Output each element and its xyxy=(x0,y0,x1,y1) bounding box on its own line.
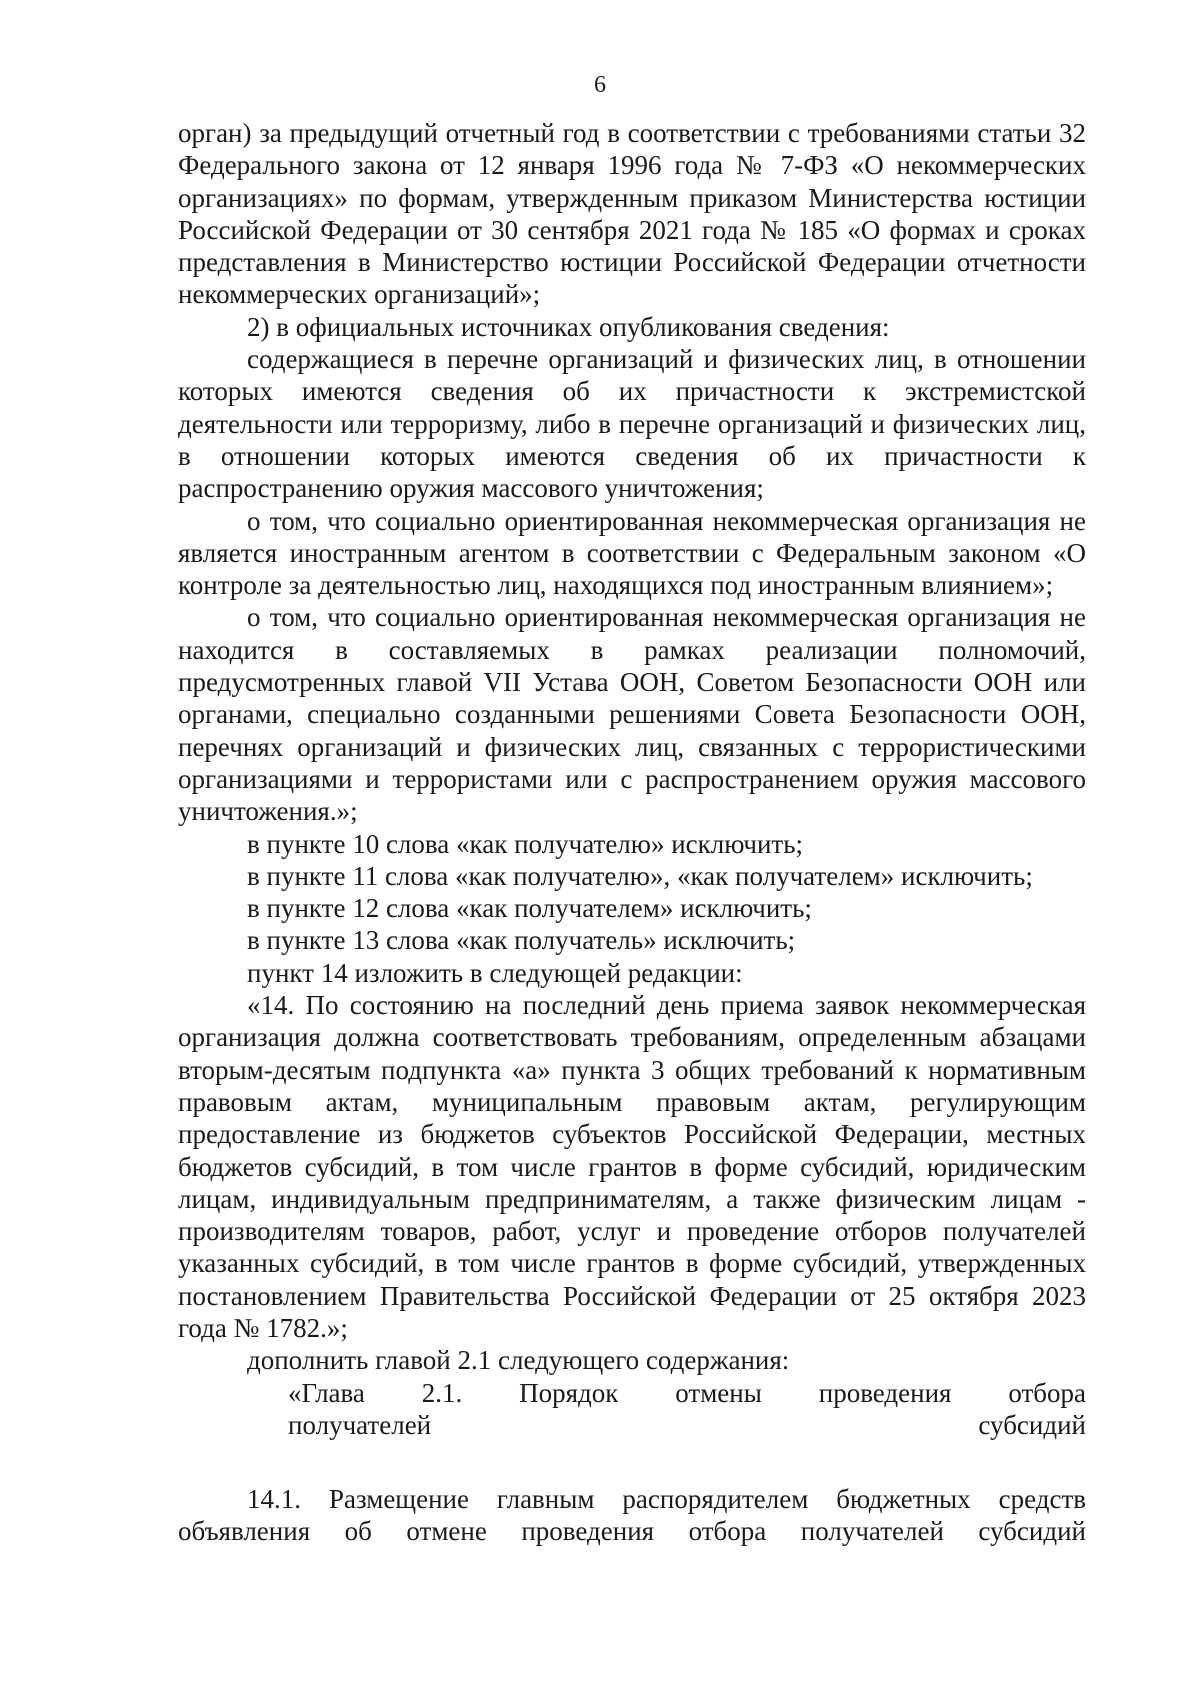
paragraph-add-chapter: дополнить главой 2.1 следующего содержания: xyxy=(247,1345,790,1376)
chapter-title-line-2: получателей субсидий xyxy=(288,1409,1086,1440)
paragraph-item-14-intro: пункт 14 изложить в следующей редакции: xyxy=(247,957,743,988)
paragraph-un-lists: о том, что социально ориентированная некоммерческая организация не находится в составляемых в рамках реализации полномочий, предусмотренных главой VII Устава ООН, Советом Безопасности ООН или органами, специально созданными решениями Совета Безопасности ООН, перечнях организаций и физических лиц, связанных с террористическими организациями и террористами или с распространением оружия массового уничтожения.»; xyxy=(178,602,1086,827)
page-number: 6 xyxy=(594,72,606,98)
document-body xyxy=(178,117,1086,1548)
paragraph-item-13: в пункте 13 слова «как получатель» исключить; xyxy=(247,925,796,956)
paragraph-foreign-agent: о том, что социально ориентированная некоммерческая организация не является иностранным агентом в соответствии с Федеральным законом «О контроле за деятельностью лиц, находящихся под иностранным влиянием»; xyxy=(178,505,1086,601)
paragraph-item-11: в пункте 11 слова «как получателю», «как получателем» исключить; xyxy=(247,860,1033,891)
paragraph-item-10: в пункте 10 слова «как получателю» исключить; xyxy=(247,828,804,859)
paragraph-official-sources: 2) в официальных источниках опубликования сведения: xyxy=(247,311,890,342)
paragraph-item-14: «14. По состоянию на последний день приема заявок некоммерческая организация должна соответствовать требованиям, определенным абзацами вторым-десятым подпункта «а» пункта 3 общих требований к нормативным правовым актам, муниципальным правовым актам, регулирующим предоставление из бюджетов субъектов Российской Федерации, местных бюджетов субсидий, в том числе грантов в форме субсидий, юридическим лицам, индивидуальным предпринимателям, а также физическим лицам - производителям товаров, работ, услуг и проведение отборов получателей указанных субсидий, в том числе грантов в форме субсидий, утвержденных постановлением Правительства Российской Федерации от 25 октября 2023 года № 1782.»; xyxy=(178,990,1086,1343)
paragraph-reporting: орган) за предыдущий отчетный год в соответствии с требованиями статьи 32 Федерального закона от 12 января 1996 года № 7-ФЗ «О некоммерческих организациях» по формам, утвержденным приказом Министерства юстиции Российской Федерации от 30 сентября 2021 года № 185 «О формах и сроках представления в Министерство юстиции Российской Федерации отчетности некоммерческих организаций»; xyxy=(178,118,1086,310)
paragraph-14-1: 14.1. Размещение главным распорядителем бюджетных средств объявления об отмене проведения отбора получателей субсидий xyxy=(178,1484,1086,1547)
chapter-title-line-1: «Глава 2.1. Порядок отмены проведения отбора xyxy=(288,1377,1086,1408)
section-spacer xyxy=(178,1441,1086,1483)
paragraph-item-12: в пункте 12 слова «как получателем» исключить; xyxy=(247,893,812,924)
paragraph-extremism-lists: содержащиеся в перечне организаций и физических лиц, в отношении которых имеются сведения об их причастности к экстремистской деятельности или терроризму, либо в перечне организаций и физических лиц, в отношении которых имеются сведения об их причастности к распространению оружия массового уничтожения; xyxy=(178,344,1086,504)
